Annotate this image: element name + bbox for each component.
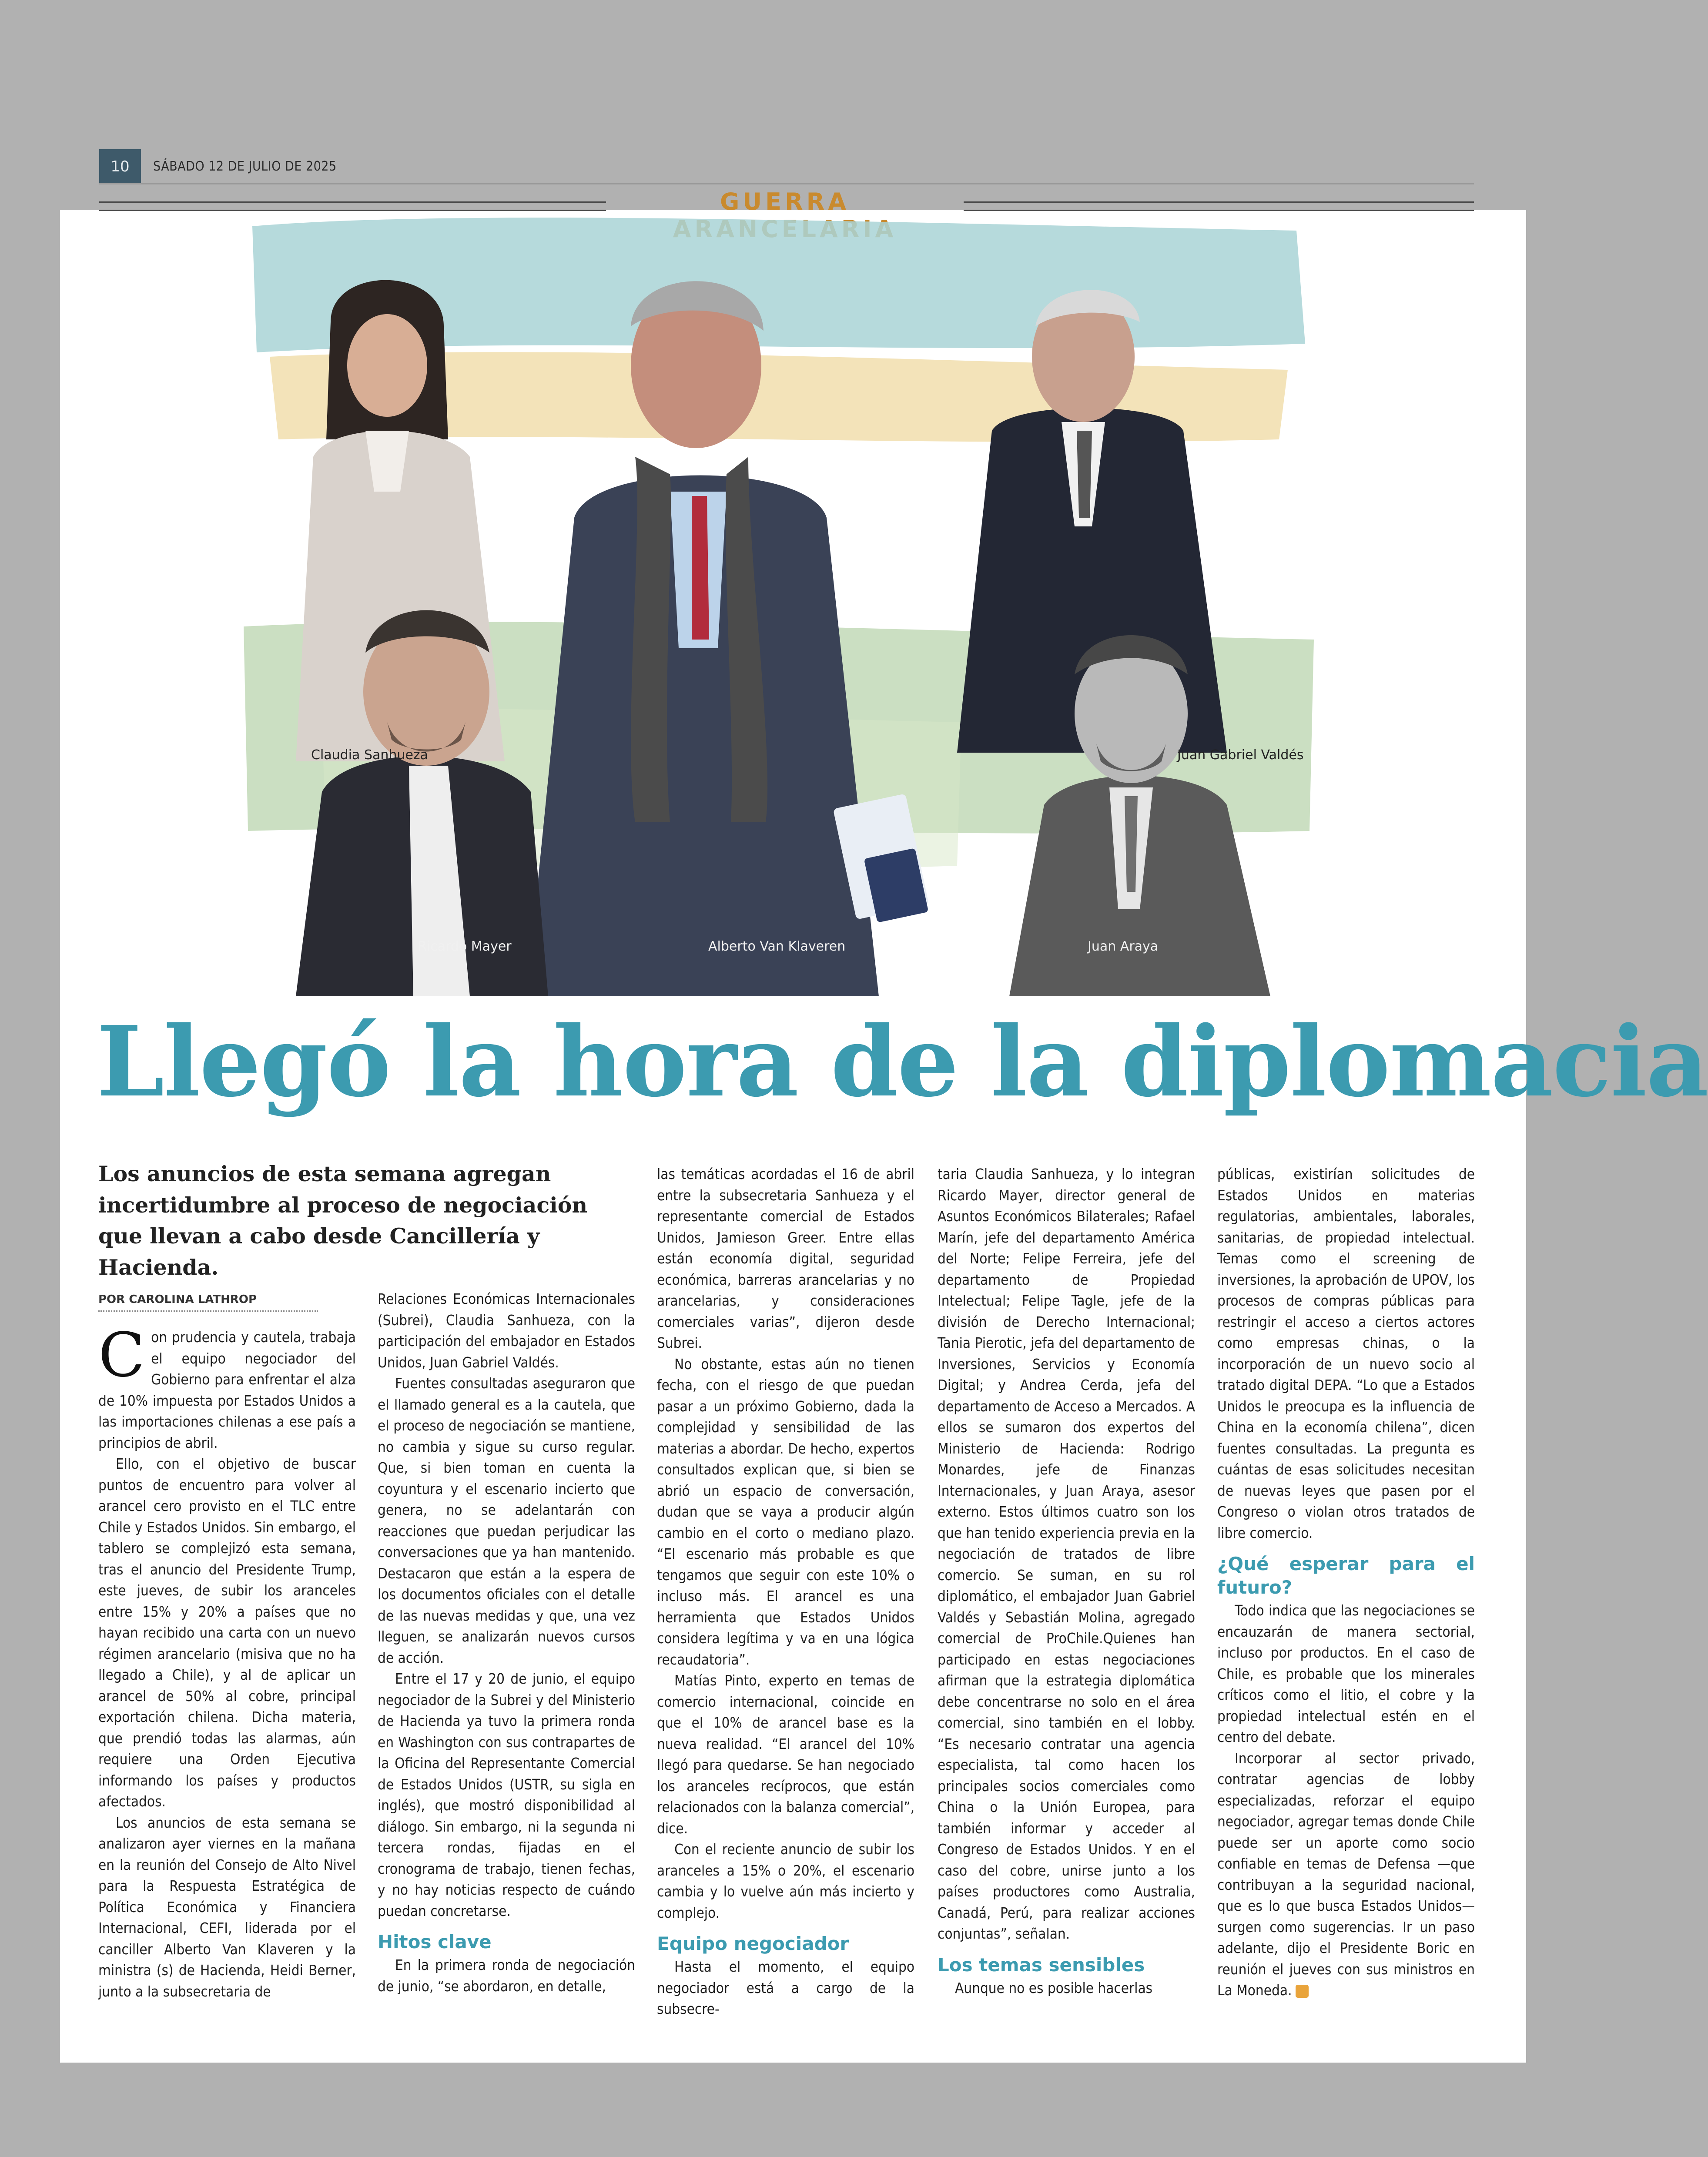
- section-rule-left: [99, 201, 606, 211]
- article-paragraph: Relaciones Económicas Internacionales (Subrei), Claudia Sanhueza, con la participación del embajador en Estados Unidos, Juan Gabriel Valdés.: [378, 1290, 635, 1371]
- drop-cap: C: [98, 1320, 145, 1391]
- issue-date: SÁBADO 12 DE JULIO DE 2025: [153, 159, 337, 174]
- photo-caption-claudia: Claudia Sanhueza: [311, 747, 429, 763]
- article-paragraph: Con prudencia y cautela, trabaja el equipo negociador del Gobierno para enfrentar el alza de 10% impuesta por Estados Unidos a las importaciones chilenas a ese país a principios de abril.: [98, 1320, 356, 1451]
- article-paragraph: Matías Pinto, experto en temas de comercio internacional, coincide en que el 10% de arancel base es la nueva realidad. “El arancel del 10% llegó para quedarse. Se han negociado los aranceles recíprocos, que están relacionados con la balanza comercial”, dice.: [657, 1672, 914, 1837]
- photo-caption-ricardo: Ricardo Mayer: [418, 939, 512, 954]
- article-paragraph: Incorporar al sector privado, contratar agencias de lobby especializadas, reforzar el equipo negociador, agregar temas donde Chile puede ser un aporte como socio confiable en temas de Defensa —que contribuyan a la seguridad nacional, que es lo que busca Estados Unidos— surgen como sugerencias. Ir un paso adelante, dijo el Presidente Boric en reunión el jueves con sus ministros en La Moneda.: [1217, 1749, 1475, 1999]
- article-column-1: [98, 1320, 356, 2002]
- article-paragraph: Hasta el momento, el equipo negociador está a cargo de la subsecre-: [657, 1958, 914, 2017]
- subheading-equipo-negociador: Equipo negociador: [657, 1933, 849, 1954]
- article-paragraph: Con el reciente anuncio de subir los aranceles a 15% o 20%, el escenario cambia y lo vuelve aún más incierto y complejo.: [657, 1841, 914, 1921]
- article-paragraph: Los anuncios de esta semana se analizaron ayer viernes en la mañana en la reunión del Consejo de Alto Nivel para la Respuesta Estratégica de Política Económica y Financiera Internacional, CEFI, liderada por el canciller Alberto Van Klaveren y la ministra (s) de Hacienda, Heidi Berner, junto a la subsecretaria de: [98, 1814, 356, 2000]
- byline: POR CAROLINA LATHROP: [98, 1293, 318, 1312]
- article-column-4: [938, 1164, 1195, 1999]
- hero-photo-collage: [244, 213, 1323, 996]
- article-lede: Los anuncios de esta semana agregan incertidumbre al proceso de negociación que llevan a cabo desde Cancillería y Hacienda.: [98, 1161, 588, 1280]
- photo-caption-alberto: Alberto Van Klaveren: [708, 939, 846, 954]
- section-title: GUERRA: [720, 188, 850, 215]
- end-of-article-icon: [1296, 1985, 1309, 1998]
- article-paragraph: taria Claudia Sanhueza, y lo integran Ricardo Mayer, director general de Asuntos Económicos Bilaterales; Rafael Marín, jefe del departamento América del Norte; Felipe Ferreira, jefe del departamento de Propiedad Intelectual; Felipe Tagle, jefe de la división de Derecho Internacional; Tania Pierotic, jefa del departamento de Inversiones, Servicios y Economía Digital; y Andrea Cerda, jefa del departamento de Acceso a Mercados. A ellos se sumaron dos expertos del Ministerio de Hacienda: Rodrigo Monardes, jefe de Finanzas Internacionales, y Juan Araya, asesor externo. Estos últimos cuatro son los que han tenido experiencia previa en la negociación de tratados de libre comercio. Se suman, en su rol diplomático, el embajador Juan Gabriel Valdés y Sebastián Molina, agregado comercial de ProChile.Quienes han participado en estas negociaciones afirman que la estrategia diplomática debe concentrarse no solo en el área comercial, sino también en el lobby. “Es necesario contratar una agencia especialista, tal como hacen los principales socios comerciales como China o la Unión Europea, para también informar y acceder al Congreso de Estados Unidos. Y en el caso del cobre, unirse junto a los países productores como Australia, Canadá, Perú, para realizar acciones conjuntas”, señalan.: [938, 1166, 1195, 1942]
- article-column-3: [657, 1164, 914, 2020]
- article-paragraph: Aunque no es posible hacerlas: [955, 1979, 1153, 1996]
- collage-illustration: [244, 213, 1323, 996]
- article-paragraph: No obstante, estas aún no tienen fecha, con el riesgo de que puedan pasar a un próximo Gobierno, dada la complejidad y sensibilidad de las materias a abordar. De hecho, expertos consultados explican que, si bien se abrió un espacio de conversación, dudan que se vaya a producir algún cambio en el corto o mediano plazo. “El escenario más probable es que tengamos que seguir con este 10% o incluso más. El arancel es una herramienta que Estados Unidos considera legítima y va en una lógica recaudatoria”.: [657, 1355, 914, 1668]
- article-paragraph: Ello, con el objetivo de buscar puntos de encuentro para volver al arancel cero provisto en el TLC entre Chile y Estados Unidos. Sin embargo, el tablero se complejizó esta semana, tras el anuncio del Presidente Trump, este jueves, de subir los aranceles entre 15% y 20% a países que no hayan recibido una carta con un nuevo régimen arancelario (misiva que no ha llegado a Chile), y al de aplicar un arancel de 50% al cobre, principal exportación chilena. Dicha materia, que prendió todas las alarmas, aún requiere una Orden Ejecutiva informando los países y productos afectados.: [98, 1455, 356, 1810]
- header-rule: [99, 183, 1474, 184]
- subheading-que-esperar: ¿Qué esperar para el futuro?: [1217, 1553, 1475, 1598]
- subheading-hitos-clave: Hitos clave: [378, 1931, 492, 1953]
- photo-caption-juan-araya: Juan Araya: [1088, 939, 1159, 954]
- photo-caption-juan-gabriel: Juan Gabriel Valdés: [1177, 747, 1304, 763]
- page-number: 10: [99, 149, 141, 184]
- article-paragraph: públicas, existirían solicitudes de Estados Unidos en materias regulatorias, ambientales, laborales, sanitarias, de propiedad intelectual. Temas como el screening de inversiones, la aprobación de UPOV, los procesos de compras públicas para restringir el acceso a ciertos actores como empresas chinas, o la incorporación de un nuevo socio al tratado digital DEPA. “Lo que a Estados Unidos le preocupa es la influencia de China en la economía chilena”, dicen fuentes consultadas. La pregunta es cuántas de esas solicitudes necesitan de nuevas leyes que pasen por el Congreso o violan otros tratados de libre comercio.: [1217, 1166, 1475, 1541]
- article-paragraph: Entre el 17 y 20 de junio, el equipo negociador de la Subrei y del Ministerio de Hacienda ya tuvo la primera ronda en Washington con sus contrapartes de la Oficina del Representante Comercial de Estados Unidos (USTR, su sigla en inglés), que mostró disponibilidad al diálogo. Sin embargo, ni la segunda ni tercera rondas, fijadas en el cronograma de trabajo, tienen fechas, y no hay noticias respecto de cuándo puedan concretarse.: [378, 1670, 635, 1919]
- subheading-temas-sensibles: Los temas sensibles: [938, 1954, 1145, 1976]
- article-paragraph: Todo indica que las negociaciones se encauzarán de manera sectorial, incluso por productos. En el caso de Chile, es probable que los minerales críticos como el litio, el cobre y la propiedad intelectual estén en el centro del debate.: [1217, 1602, 1475, 1745]
- article-column-5: [1217, 1164, 1475, 2001]
- article-headline: Llegó la hora de la diplomacia: [97, 1005, 1708, 1119]
- article-paragraph: las temáticas acordadas el 16 de abril entre la subsecretaria Sanhueza y el representante comercial de Estados Unidos, Jamieson Greer. Entre ellas están economía digital, seguridad económica, barreras arancelarias y no arancelarias, y consideraciones comerciales varias”, dijeron desde Subrei.: [657, 1166, 914, 1351]
- section-rule-right: [964, 201, 1474, 211]
- article-paragraph: Fuentes consultadas aseguraron que el llamado general es a la cautela, que el proceso de negociación se mantiene, no cambia y sigue su curso regular. Que, si bien toman en cuenta la coyuntura y el escenario incierto que genera, no se adelantarán con reacciones que puedan perjudicar las conversaciones que ya han mantenido. Destacaron que están a la espera de los documentos oficiales con el detalle de las nuevas medidas y que, una vez lleguen, se analizarán nuevos cursos de acción.: [378, 1375, 635, 1666]
- article-column-2: [378, 1289, 635, 1997]
- article-paragraph: En la primera ronda de negociación de junio, “se abordaron, en detalle,: [378, 1956, 635, 1995]
- page-header: [99, 149, 1474, 184]
